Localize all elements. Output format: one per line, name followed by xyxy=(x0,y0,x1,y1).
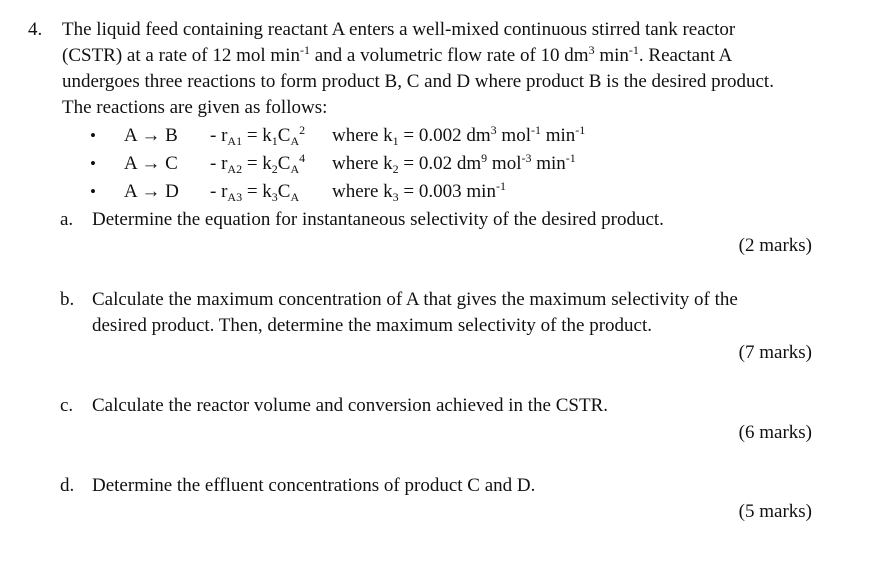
flow-volume-exponent: 3 xyxy=(588,43,595,57)
flow-time-exponent: -1 xyxy=(628,43,639,57)
question-intro xyxy=(62,17,814,121)
marks-label: (5 marks) xyxy=(738,501,812,522)
part-line: Determine the equation for instantaneous selectivity of the desired product. xyxy=(92,209,664,230)
part-text xyxy=(92,207,814,233)
part-text xyxy=(92,473,814,499)
intro-line-2-mid2: min xyxy=(594,45,629,66)
marks-label: (2 marks) xyxy=(738,235,812,256)
part-letter: c. xyxy=(60,395,74,416)
marks-label: (6 marks) xyxy=(738,422,812,443)
intro-line-2 xyxy=(62,43,814,69)
reaction-equation: A → D xyxy=(124,181,179,202)
reaction-equation: A → B xyxy=(124,125,178,146)
part-text xyxy=(92,287,814,339)
intro-line-2-end: . Reactant A xyxy=(638,45,733,66)
bullet-icon: • xyxy=(90,126,96,145)
intro-line-2-mid: and a volumetric flow rate of 10 dm xyxy=(309,45,589,66)
rate-law: - $r_{A1} = k_1C_A^2$ xyxy=(210,123,306,148)
part-letter: b. xyxy=(60,289,75,310)
part-line: Calculate the reactor volume and conversion achieved in the CSTR. xyxy=(92,395,608,416)
part-line: Calculate the maximum concentration of A that gives the maximum selectivity of the xyxy=(92,289,738,310)
part-line: Determine the effluent concentrations of product C and D. xyxy=(92,475,536,496)
bullet-icon: • xyxy=(90,182,96,201)
intro-line-1: The liquid feed containing reactant A enters a well-mixed continuous stirred tank reactor xyxy=(62,19,736,40)
rate-law: - $r_{A3} = k_3C_A$ xyxy=(210,181,300,204)
rate-constant: where $k_1 = 0.002$ $dm^3$ mol$^{-1}$ $\min^{-1}$ xyxy=(332,123,586,148)
rate-constant: where $k_2 = 0.02$ $dm^9$ mol$^{-3}$ $\min^{-1}$ xyxy=(332,151,576,176)
intro-line-4: The reactions are given as follows: xyxy=(62,97,328,118)
rate-law: - $r_{A2} = k_2C_A^4$ xyxy=(210,151,306,176)
rate-constant: where $k_3 = 0.003$ $\min^{-1}$ xyxy=(332,179,506,204)
reaction-equation: A → C xyxy=(124,153,178,174)
marks-label: (7 marks) xyxy=(738,342,812,363)
part-text xyxy=(92,393,814,419)
part-letter: d. xyxy=(60,475,75,496)
part-letter: a. xyxy=(60,209,74,230)
question-number: 4. xyxy=(28,19,43,40)
bullet-icon: • xyxy=(90,154,96,173)
intro-line-2-start: (CSTR) at a rate of 12 mol min xyxy=(62,45,300,66)
feed-rate-exponent: -1 xyxy=(299,43,310,57)
part-line: desired product. Then, determine the maximum selectivity of the product. xyxy=(92,315,652,336)
intro-line-3: undergoes three reactions to form product B, C and D where product B is the desired product. xyxy=(62,71,774,92)
